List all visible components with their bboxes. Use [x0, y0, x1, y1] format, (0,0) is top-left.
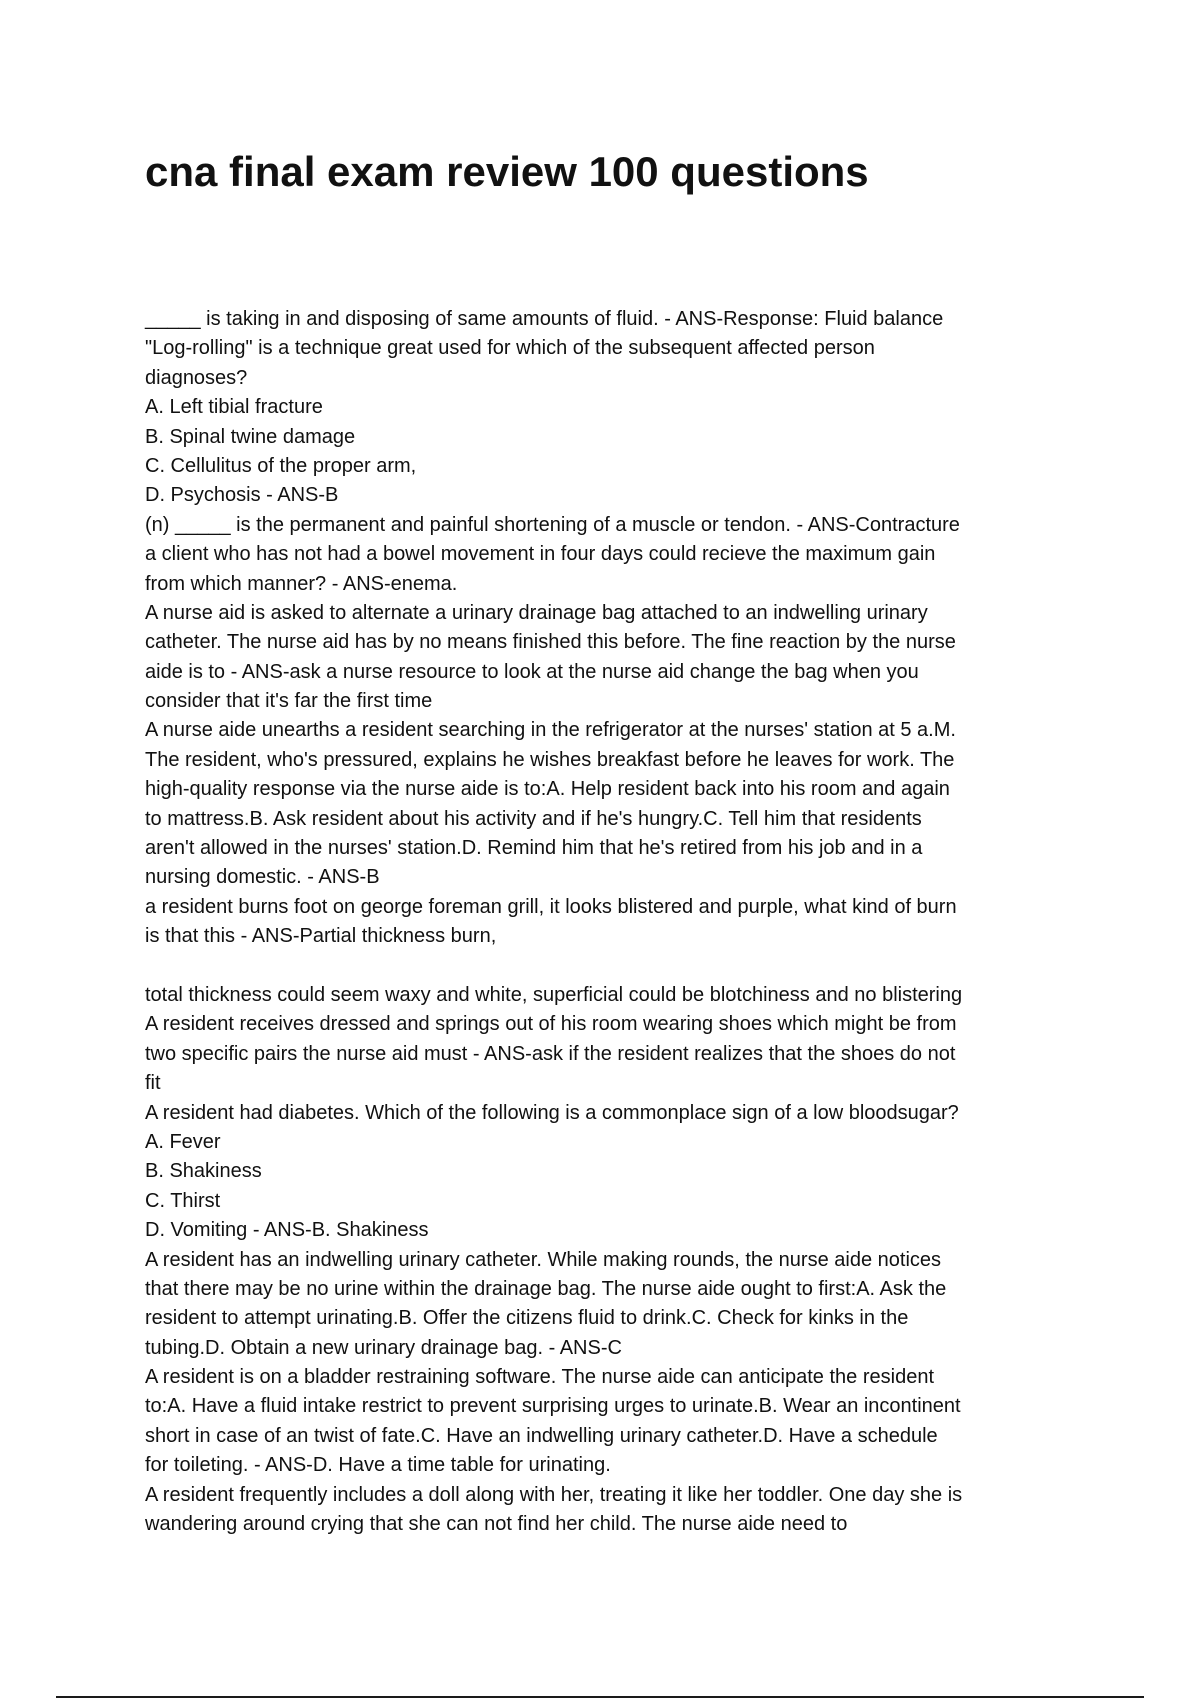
- text-line: to mattress.B. Ask resident about his activity and if he's hungry.C. Tell him that residents: [145, 807, 922, 830]
- text-line: catheter. The nurse aid has by no means finished this before. The fine reaction by the nurse: [145, 631, 956, 654]
- text-line: A. Fever: [145, 1130, 221, 1153]
- text-line: for toileting. - ANS-D. Have a time table for urinating.: [145, 1454, 611, 1477]
- text-line: is that this - ANS-Partial thickness burn,: [145, 925, 497, 948]
- text-line: resident to attempt urinating.B. Offer the citizens fluid to drink.C. Check for kinks in the: [145, 1307, 909, 1330]
- text-line: A resident receives dressed and springs out of his room wearing shoes which might be from: [145, 1013, 957, 1036]
- blank-line: [145, 952, 1065, 981]
- text-line: high-quality response via the nurse aide is to:A. Help resident back into his room and again: [145, 778, 950, 801]
- text-line: B. Spinal twine damage: [145, 425, 356, 448]
- text-line: short in case of an twist of fate.C. Have an indwelling urinary catheter.D. Have a schedule: [145, 1424, 938, 1447]
- text-line: C. Cellulitus of the proper arm,: [145, 454, 417, 477]
- text-line: A resident frequently includes a doll along with her, treating it like her toddler. One day she is: [145, 1483, 963, 1506]
- text-line: D. Vomiting - ANS-B. Shakiness: [145, 1219, 429, 1242]
- text-line: C. Thirst: [145, 1189, 221, 1212]
- text-line: B. Shakiness: [145, 1160, 262, 1183]
- text-line: A resident has an indwelling urinary catheter. While making rounds, the nurse aide notices: [145, 1248, 942, 1271]
- text-line: from which manner? - ANS-enema.: [145, 572, 458, 595]
- text-line: "Log-rolling" is a technique great used for which of the subsequent affected person: [145, 337, 875, 360]
- text-line: wandering around crying that she can not find her child. The nurse aide need to: [145, 1513, 848, 1536]
- text-line: a client who has not had a bowel movement in four days could recieve the maximum gain: [145, 543, 936, 566]
- text-line: (n) _____ is the permanent and painful shortening of a muscle or tendon. - ANS-Contracture: [145, 513, 960, 536]
- text-line: fit: [145, 1072, 161, 1095]
- text-line: two specific pairs the nurse aid must - ANS-ask if the resident realizes that the shoes do not: [145, 1042, 956, 1065]
- text-line: a resident burns foot on george foreman grill, it looks blistered and purple, what kind of burn: [145, 895, 957, 918]
- text-line: A resident is on a bladder restraining software. The nurse aide can anticipate the resident: [145, 1366, 934, 1389]
- footer-divider: [56, 1696, 1144, 1698]
- text-line: diagnoses?: [145, 366, 248, 389]
- text-line: tubing.D. Obtain a new urinary drainage bag. - ANS-C: [145, 1336, 622, 1359]
- text-line: The resident, who's pressured, explains he wishes breakfast before he leaves for work. The: [145, 748, 955, 771]
- page-title: cna final exam review 100 questions: [145, 148, 869, 195]
- text-line: aren't allowed in the nurses' station.D. Remind him that he's retired from his job and in a: [145, 837, 923, 860]
- text-line: aide is to - ANS-ask a nurse resource to look at the nurse aid change the bag when you: [145, 660, 919, 683]
- text-line: consider that it's far the first time: [145, 690, 433, 713]
- text-line: A nurse aid is asked to alternate a urinary drainage bag attached to an indwelling urinary: [145, 601, 928, 624]
- text-line: A nurse aide unearths a resident searching in the refrigerator at the nurses' station at 5 a.M.: [145, 719, 956, 742]
- text-line: A resident had diabetes. Which of the following is a commonplace sign of a low bloodsugar?: [145, 1101, 959, 1124]
- text-line: D. Psychosis - ANS-B: [145, 484, 339, 507]
- document-body: [145, 305, 1065, 1539]
- text-line: total thickness could seem waxy and white, superficial could be blotchiness and no blistering: [145, 983, 963, 1006]
- text-line: nursing domestic. - ANS-B: [145, 866, 380, 889]
- text-line: _____ is taking in and disposing of same amounts of fluid. - ANS-Response: Fluid balance: [145, 308, 944, 330]
- text-line: that there may be no urine within the drainage bag. The nurse aide ought to first:A. Ask the: [145, 1277, 947, 1300]
- text-line: to:A. Have a fluid intake restrict to prevent surprising urges to urinate.B. Wear an incontinent: [145, 1395, 961, 1418]
- text-line: A. Left tibial fracture: [145, 396, 323, 419]
